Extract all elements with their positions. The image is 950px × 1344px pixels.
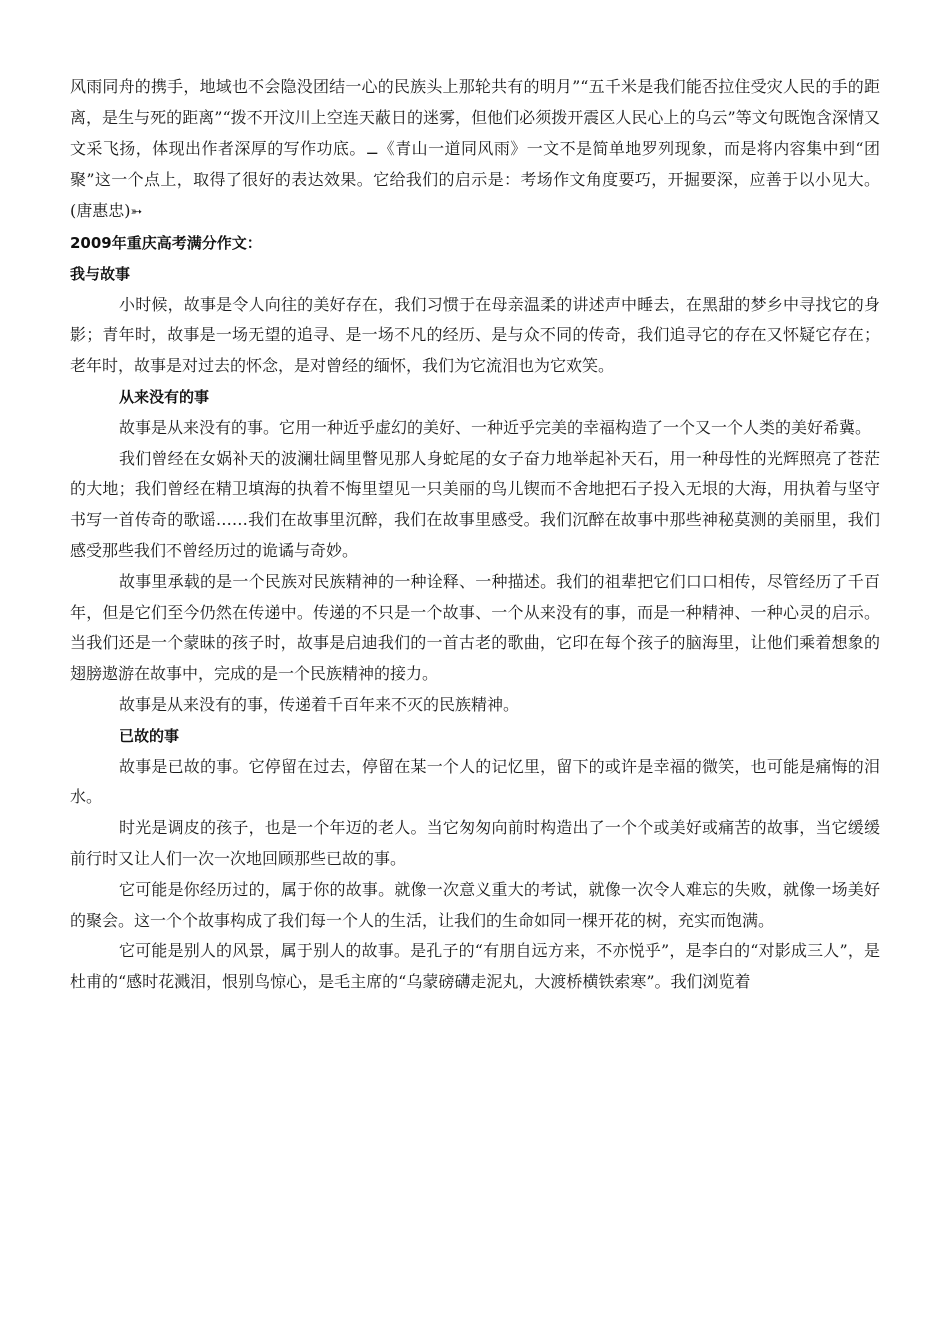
end-mark-icon: ➳	[130, 204, 143, 221]
section-title-never-happened: 从来没有的事	[119, 387, 210, 406]
essay-heading: 2009年重庆高考满分作文：	[70, 233, 262, 252]
section-break-mark-icon: ⚊	[365, 141, 379, 158]
section-2-paragraph: 故事是已故的事。它停留在过去，停留在某一个人的记忆里，留下的或许是幸福的微笑，也可能是痛悔的泪水。	[70, 756, 880, 807]
essay-opening-paragraph: 小时候，故事是令人向往的美好存在，我们习惯于在母亲温柔的讲述声中睡去，在黑甜的梦乡中寻找它的身影；青年时，故事是一场无望的追寻、是一场不凡的经历、是与众不同的传奇，我们追寻它的存在又怀疑它存在；老年时，故事是对过去的怀念，是对曾经的缅怀，我们为它流泪也为它欢笑。	[70, 294, 880, 376]
intro-paragraph	[70, 72, 880, 228]
section-1-paragraph: 故事是从来没有的事。它用一种近乎虚幻的美好、一种近乎完美的幸福构造了一个又一个人类的美好希冀。	[119, 417, 872, 437]
section-1-paragraph: 我们曾经在女娲补天的波澜壮阔里瞥见那人身蛇尾的女子奋力地举起补天石，用一种母性的光辉照亮了苍茫的大地；我们曾经在精卫填海的执着不悔里望见一只美丽的鸟儿锲而不舍地把石子投入无垠的大海，用执着与坚守书写一首传奇的歌谣……我们在故事里沉醉，我们在故事里感受。我们沉醉在故事中那些神秘莫测的美丽里，我们感受那些我们不曾经历过的诡谲与奇妙。	[70, 448, 880, 560]
section-2-paragraph: 时光是调皮的孩子，也是一个年迈的老人。当它匆匆向前时构造出了一个个或美好或痛苦的故事，当它缓缓前行时又让人们一次一次地回顾那些已故的事。	[70, 818, 880, 868]
intro-text-2: 《青山一道同风雨》一文不是简单地罗列现象，而是将内容集中到“团聚”这一个点上，取得了很好的表达效果。它给我们的启示是：考场作文角度要巧，开掘要深，应善于以小见大。(唐惠忠)	[70, 138, 880, 221]
section-2-paragraph: 它可能是你经历过的，属于你的故事。就像一次意义重大的考试，就像一次令人难忘的失败，就像一场美好的聚会。这一个个故事构成了我们每一个人的生活，让我们的生命如同一棵开花的树，充实而饱满。	[70, 879, 880, 930]
intro-text-1: 风雨同舟的携手，地域也不会隐没团结一心的民族头上那轮共有的明月”“五千米是我们能否拉住受灾人民的手的距离，是生与死的距离”“拨不开汶川上空连天蔽日的迷雾，但他们必须拨开震区人民心上的乌云”等文句既饱含深情又文采飞扬，体现出作者深厚的写作功底。	[70, 77, 880, 158]
section-title-past-events: 已故的事	[119, 726, 180, 745]
section-2-paragraph: 它可能是别人的风景，属于别人的故事。是孔子的“有朋自远方来，不亦悦乎”，是李白的“对影成三人”，是杜甫的“感时花溅泪，恨别鸟惊心，是毛主席的“乌蒙磅礴走泥丸，大渡桥横铁索寒”。我们浏览着	[70, 941, 880, 992]
section-1-paragraph: 故事里承载的是一个民族对民族精神的一种诠释、一种描述。我们的祖辈把它们口口相传，尽管经历了千百年，但是它们至今仍然在传递中。传递的不只是一个故事、一个从来没有的事，而是一种精神、一种心灵的启示。当我们还是一个蒙昧的孩子时，故事是启迪我们的一首古老的歌曲，它印在每个孩子的脑海里，让他们乘着想象的翅膀遨游在故事中，完成的是一个民族精神的接力。	[70, 571, 880, 684]
section-1-paragraph: 故事是从来没有的事，传递着千百年来不灭的民族精神。	[119, 694, 520, 714]
essay-title: 我与故事	[70, 264, 131, 283]
